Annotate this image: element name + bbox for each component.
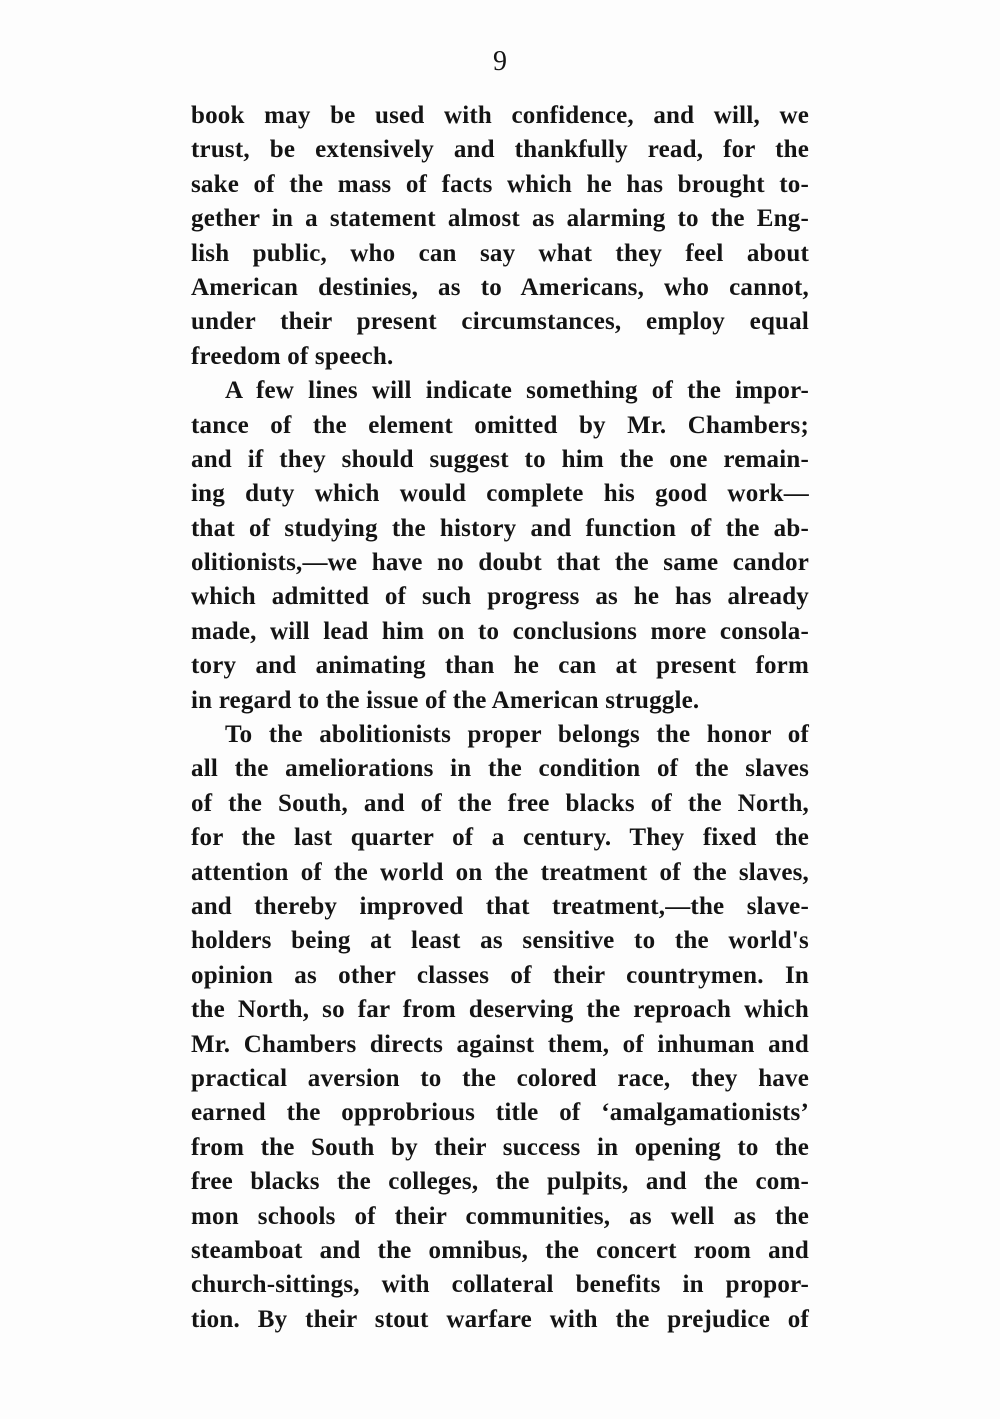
text-line: opinion as other classes of their countrymen. In	[191, 961, 809, 989]
text-line: made, will lead him on to conclusions more consola-	[191, 617, 809, 645]
text-line: free blacks the colleges, the pulpits, and the com-	[191, 1168, 809, 1196]
text-line: holders being at least as sensitive to the world's	[191, 927, 809, 955]
paragraph-container	[191, 99, 809, 1337]
text-line: and if they should suggest to him the one remain-	[191, 445, 809, 473]
text-line: tory and animating than he can at present form	[191, 652, 809, 680]
body-text	[191, 99, 809, 1337]
paragraph-2	[191, 374, 809, 718]
text-line: in regard to the issue of the American struggle.	[191, 686, 700, 714]
text-line: book may be used with confidence, and will, we	[191, 102, 809, 129]
text-line: which admitted of such progress as he has already	[191, 583, 809, 611]
text-line: lish public, who can say what they feel about	[191, 239, 809, 267]
text-line: To the abolitionists proper belongs the honor of	[225, 721, 809, 749]
text-line: sake of the mass of facts which he has brought to-	[191, 170, 809, 198]
text-line: of the South, and of the free blacks of the North,	[191, 789, 809, 817]
text-line: tion. By their stout warfare with the prejudice of	[191, 1305, 809, 1333]
text-line: for the last quarter of a century. They fixed the	[191, 824, 809, 852]
text-line: tance of the element omitted by Mr. Chambers;	[191, 411, 809, 439]
text-line: that of studying the history and function of the ab-	[191, 514, 809, 542]
text-line: earned the opprobrious title of ‘amalgamationists’	[191, 1099, 809, 1127]
text-line: all the ameliorations in the condition of the slaves	[191, 755, 809, 783]
text-line: ing duty which would complete his good work—	[191, 480, 809, 508]
text-line: Mr. Chambers directs against them, of inhuman and	[191, 1030, 809, 1058]
text-line: practical aversion to the colored race, they have	[191, 1064, 809, 1092]
text-line: church-sittings, with collateral benefits in propor-	[191, 1271, 809, 1299]
text-line: A few lines will indicate something of the impor-	[225, 377, 809, 405]
text-line: steamboat and the omnibus, the concert room and	[191, 1236, 809, 1264]
text-line: attention of the world on the treatment of the slaves,	[191, 858, 809, 886]
text-line: gether in a statement almost as alarming to the Eng-	[191, 205, 809, 233]
text-line: American destinies, as to Americans, who cannot,	[191, 273, 809, 301]
text-line: olitionists,—we have no doubt that the same candor	[191, 549, 809, 577]
page-number: 9	[493, 46, 507, 77]
paragraph-3	[191, 718, 809, 1337]
text-line: the North, so far from deserving the reproach which	[191, 996, 809, 1024]
text-line: and thereby improved that treatment,—the slave-	[191, 892, 809, 920]
text-line: from the South by their success in opening to the	[191, 1133, 809, 1161]
text-line: mon schools of their communities, as well as the	[191, 1202, 809, 1230]
text-line: under their present circumstances, employ equal	[191, 308, 809, 336]
text-line: trust, be extensively and thankfully read, for the	[191, 136, 809, 164]
paragraph-1	[191, 99, 809, 374]
text-line: freedom of speech.	[191, 342, 394, 370]
